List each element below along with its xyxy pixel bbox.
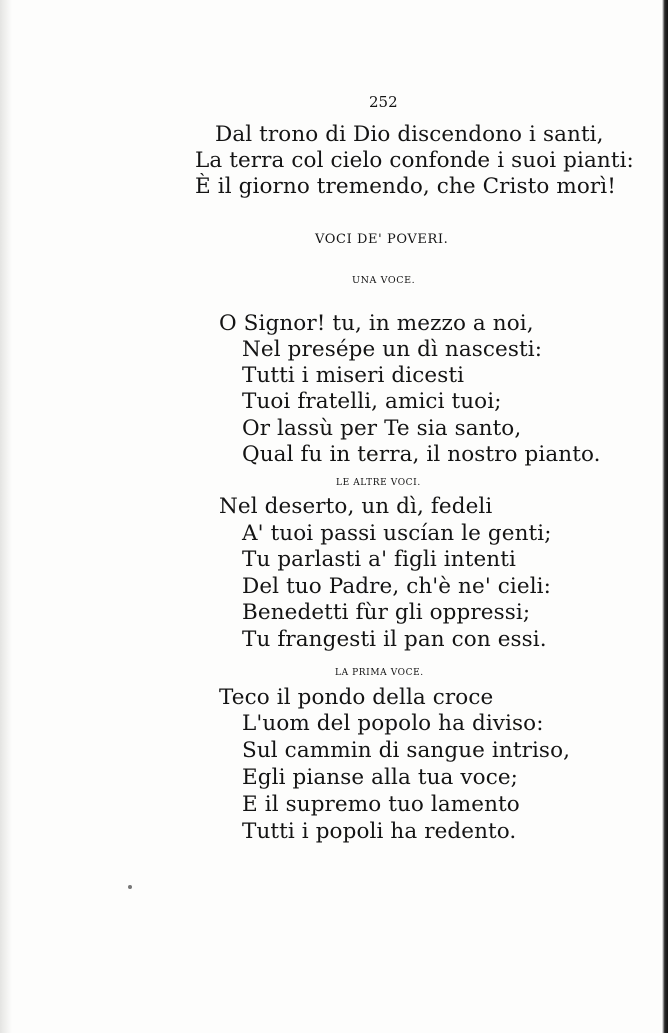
section-title: VOCI DE' POVERI. xyxy=(315,232,449,247)
verse-line: Teco il pondo della croce xyxy=(219,685,494,710)
verse-line: Del tuo Padre, ch'è ne' cieli: xyxy=(242,574,551,599)
verse-line: Tu frangesti il pan con essi. xyxy=(242,627,547,652)
verse-line: Tu parlasti a' figli intenti xyxy=(242,547,516,572)
verse-line: L'uom del popolo ha diviso: xyxy=(242,711,544,736)
paper-speck xyxy=(128,885,132,889)
verse-line: O Signor! tu, in mezzo a noi, xyxy=(219,311,534,336)
verse-line: Egli pianse alla tua voce; xyxy=(242,765,519,790)
opening-verse-line: La terra col cielo confonde i suoi pianti: xyxy=(195,148,634,173)
speaker-heading: LE ALTRE VOCI. xyxy=(336,478,421,488)
speaker-heading: LA PRIMA VOCE. xyxy=(335,668,424,678)
verse-line: Tutti i popoli ha redento. xyxy=(242,819,517,844)
verse-line: Qual fu in terra, il nostro pianto. xyxy=(242,442,601,467)
speaker-heading: UNA VOCE. xyxy=(352,275,416,286)
verse-line: Nel deserto, un dì, fedeli xyxy=(219,494,493,519)
page-edge-border xyxy=(662,0,668,1033)
verse-line: Or lassù per Te sia santo, xyxy=(242,416,522,441)
verse-line: Tuoi fratelli, amici tuoi; xyxy=(242,389,502,414)
verse-line: E il supremo tuo lamento xyxy=(242,792,520,817)
verse-line: A' tuoi passi uscían le genti; xyxy=(242,521,552,546)
page-number: 252 xyxy=(369,93,398,111)
verse-line: Sul cammin di sangue intriso, xyxy=(242,738,571,763)
verse-line: Benedetti fùr gli oppressi; xyxy=(242,600,531,625)
verse-line: Tutti i miseri dicesti xyxy=(242,363,465,388)
opening-verse-line: È il giorno tremendo, che Cristo morì! xyxy=(195,174,617,199)
page-gutter-shadow xyxy=(0,0,12,1033)
verse-line: Nel presépe un dì nascesti: xyxy=(242,337,543,362)
opening-verse-line: Dal trono di Dio discendono i santi, xyxy=(215,122,604,147)
